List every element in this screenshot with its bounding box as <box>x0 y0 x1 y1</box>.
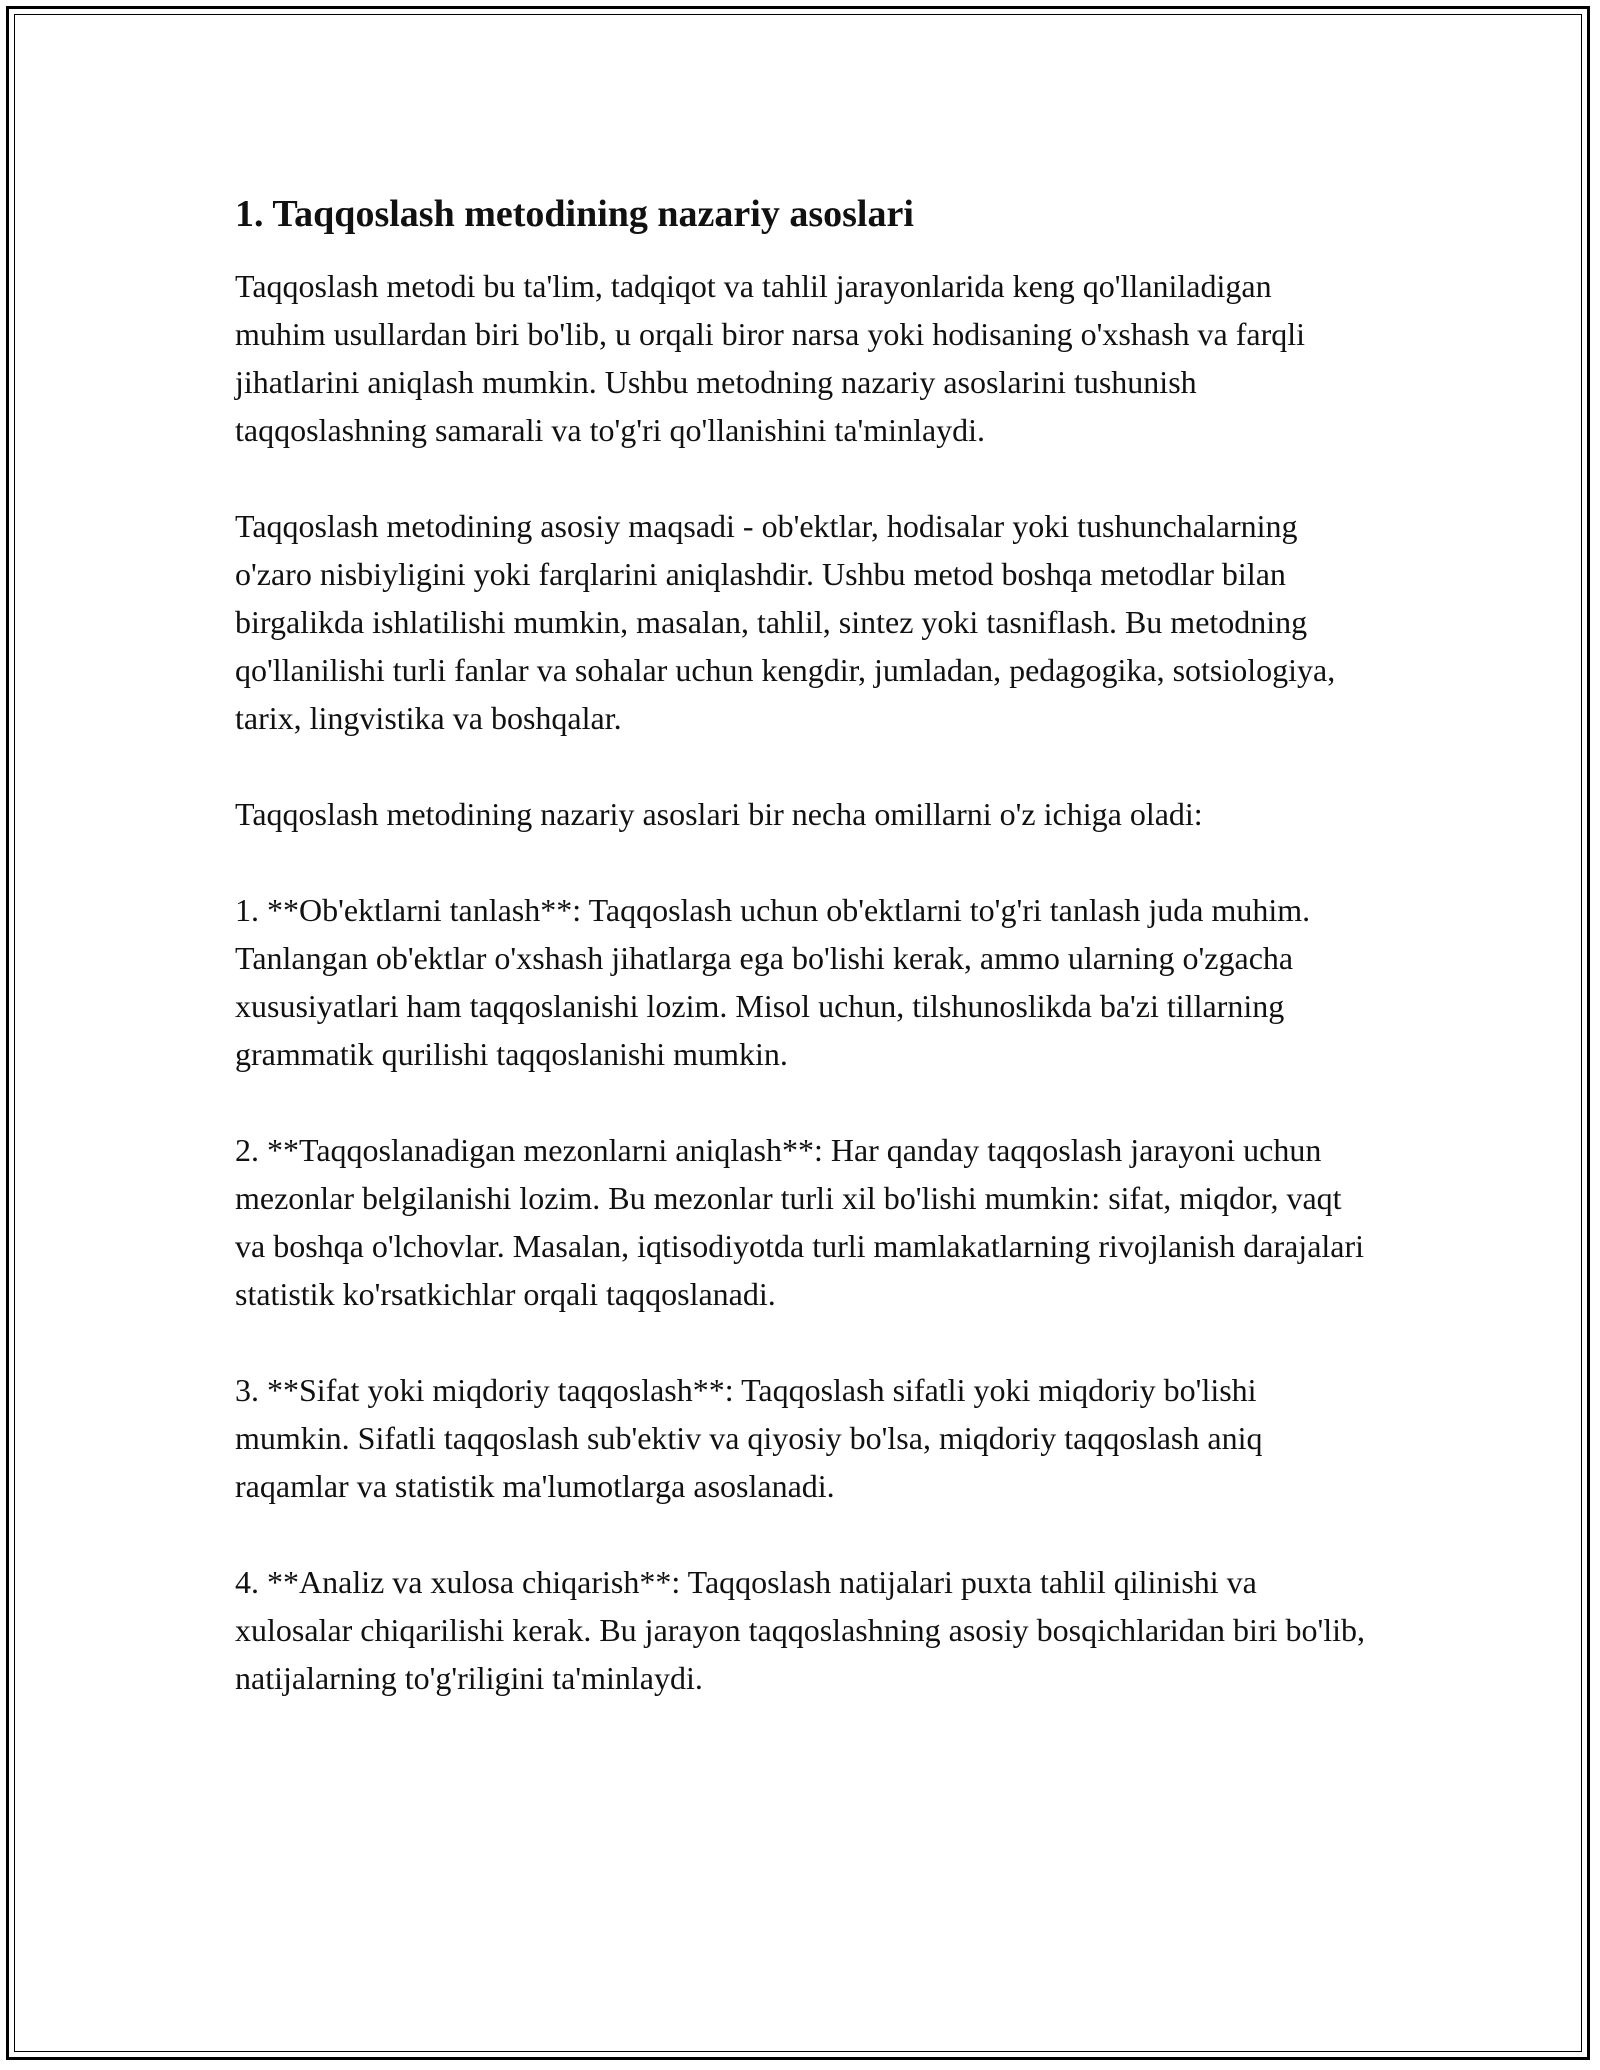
paragraph-factors-lead: Taqqoslash metodining nazariy asoslari bir necha omillarni o'z ichiga oladi: <box>235 796 1203 832</box>
list-item-quality-quantity: 3. **Sifat yoki miqdoriy taqqoslash**: Taqqoslash sifatli yoki miqdoriy bo'lishi mumkin. Sifatli taqqoslash sub'ektiv va qiyosiy bo'lsa, miqdoriy taqqoslash aniq raqamlar va statistik ma'lumotlarga asoslanadi. <box>235 1372 1263 1504</box>
list-item-object-selection: 1. **Ob'ektlarni tanlash**: Taqqoslash uchun ob'ektlarni to'g'ri tanlash juda muhim. Tanlangan ob'ektlar o'xshash jihatlarga ega bo'lishi kerak, ammo ularning o'zgacha xususiyatlari ham taqqoslanishi lozim. Misol uchun, tilshunoslikda ba'zi tillarning grammatik qurilishi taqqoslanishi mumkin. <box>235 892 1311 1072</box>
section-title: 1. Taqqoslash metodining nazariy asoslari <box>235 193 914 235</box>
paragraph-intro: Taqqoslash metodi bu ta'lim, tadqiqot va tahlil jarayonlarida keng qo'llaniladigan muhim usullardan biri bo'lib, u orqali biror narsa yoki hodisaning o'xshash va farqli jihatlarini aniqlash mumkin. Ushbu metodning nazariy asoslarini tushunish taqqoslashning samarali va to'g'ri qo'llanishini ta'minlaydi. <box>235 268 1306 448</box>
list-item-criteria: 2. **Taqqoslanadigan mezonlarni aniqlash**: Har qanday taqqoslash jarayoni uchun mezonlar belgilanishi lozim. Bu mezonlar turli xil bo'lishi mumkin: sifat, miqdor, vaqt va boshqa o'lchovlar. Masalan, iqtisodiyotda turli mamlakatlarning rivojlanish darajalari statistik ko'rsatkichlar orqali taqqoslanadi. <box>235 1132 1365 1312</box>
paragraph-purpose: Taqqoslash metodining asosiy maqsadi - ob'ektlar, hodisalar yoki tushunchalarning o'zaro nisbiyligini yoki farqlarini aniqlashdir. Ushbu metod boshqa metodlar bilan birgalikda ishlatilishi mumkin, masalan, tahlil, sintez yoki tasniflash. Bu metodning qo'llanilishi turli fanlar va sohalar uchun kengdir, jumladan, pedagogika, sotsiologiya, tarix, lingvistika va boshqalar. <box>235 508 1336 736</box>
list-item-analysis: 4. **Analiz va xulosa chiqarish**: Taqqoslash natijalari puxta tahlil qilinishi va xulosalar chiqarilishi kerak. Bu jarayon taqqoslashning asosiy bosqichlaridan biri bo'lib, natijalarning to'g'riligini ta'minlaydi. <box>235 1564 1365 1696</box>
document-body <box>235 190 1370 1750</box>
